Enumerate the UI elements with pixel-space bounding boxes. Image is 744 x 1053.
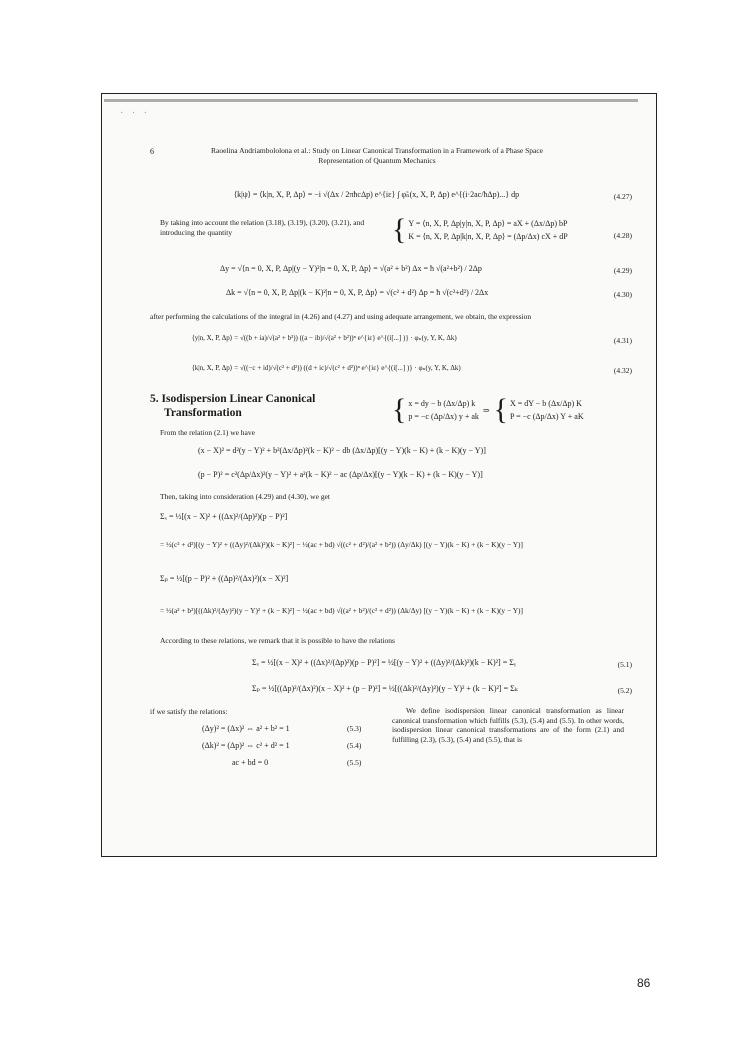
equation-4-28-rows	[408, 217, 567, 243]
scanned-page-frame	[101, 93, 657, 857]
paragraph-2: after performing the calculations of the integral in (4.26) and (4.27) and using adequate arrangement, we obtain, the expression	[150, 312, 532, 321]
equation-number-4-27: (4.27)	[613, 192, 632, 201]
equation-x-minus-X: (x − X)² = d²(y − Y)² + b²(Δx/Δp)²(k − K)² − db (Δx/Δp)[(y − Y)(k − K) + (k − K)(y − Y)]	[198, 446, 486, 455]
scan-specks: · · ·	[120, 108, 150, 119]
equation-4-28-line-2: K = ⟨n, X, P, Δp|k|n, X, P, Δp⟩ = (Δp/Δx) cX + dP	[408, 232, 568, 241]
equation-4-28-line-1: Y = ⟨n, X, P, Δp|y|n, X, P, Δp⟩ = aX + (Δx/Δp) bP	[408, 219, 568, 228]
brace: {	[392, 213, 407, 246]
equation-5-4: (Δk)² = (Δp)² ⇔ c² + d² = 1	[202, 741, 290, 750]
page-number: 86	[637, 976, 651, 990]
brace-right: {	[493, 393, 508, 426]
transformation-system	[392, 395, 584, 425]
equation-5-2: Σₚ = ½[((Δp)²/(Δx)²)(x − X)² + (p − P)²] = ½[((Δk)²/(Δy)²)(y − Y)² + (k − K)²] = Σₖ	[252, 684, 518, 693]
system-right-line-2: P = −c (Δp/Δx) Y + aK	[510, 412, 584, 421]
paragraph-1: By taking into account the relation (3.18), (3.19), (3.20), (3.21), and introducing the quantity	[160, 218, 365, 237]
section-title-line-1: 5. Isodispersion Linear Canonical	[150, 393, 316, 405]
equation-4-32: ⟨k|n, X, P, Δp⟩ = √((−c + id)/√(c² + d²)) ((d + ic)/√(c² + d²))ⁿ e^{iε} e^{(i[...] )} · φₙ(y, Y, K, Δk)	[192, 364, 461, 372]
equation-sigma-p: Σₚ = ½[(p − P)² + ((Δp)²/(Δx)²)(x − X)²]	[160, 574, 289, 583]
paragraph-5: According to these relations, we remark that it is possible to have the relations	[160, 636, 395, 645]
system-left-line-2: p = −c (Δp/Δx) y + ak	[408, 412, 479, 421]
equation-4-30: Δk = √⟨n = 0, X, P, Δp|(k − K)²|n = 0, X, P, Δp⟩ = √(c² + d²) Δp = ħ √(c²+d²) / 2Δx	[226, 288, 489, 297]
transformation-system-right	[510, 397, 584, 423]
equation-sigma-x: Σₓ = ½[(x − X)² + ((Δx)²/(Δp)²)(p − P)²]	[160, 512, 288, 521]
equation-4-31: ⟨y|n, X, P, Δp⟩ = √((b + ia)/√(a² + b²)) ((a − ib)/√(a² + b²))ⁿ e^{iε} e^{(i[...] )} · φₙ(y, Y, K, Δk)	[192, 334, 457, 342]
equation-4-27: ⟨k|ψ⟩ = ⟨k|n, X, P, Δp⟩ = −i √(Δx / 2πħcΔp) e^{iε} ∫ φ̃ₙ(x, X, P, Δp) e^{(i·2ac/ħΔp)...} dp	[234, 190, 520, 199]
paragraph-4: Then, taking into consideration (4.29) and (4.30), we get	[160, 492, 330, 501]
equation-number-5-4: (5.4)	[347, 741, 362, 750]
equation-sigma-p-expanded: = ½(a² + b²)[((Δk)²/(Δy)²)(y − Y)² + (k − K)²] − ½(ac + bd) √((a² + b²)/(c² + d²)) (Δk/Δy) [(y − Y)(k − K) + (k − K)(y − Y)]	[160, 606, 523, 615]
equation-4-28	[392, 215, 568, 245]
equation-number-4-30: (4.30)	[613, 290, 632, 299]
equation-number-5-5: (5.5)	[347, 758, 362, 767]
equation-5-3: (Δy)² = (Δx)² ⇔ a² + b² = 1	[202, 724, 290, 733]
equation-sigma-x-expanded: = ½(c² + d²)[(y − Y)² + ((Δy)²/(Δk)²)(k − K)²] − ½(ac + bd) √((c² + d²)/(a² + b²)) (Δy/Δk) [(y − Y)(k − K) + (k − K)(y − Y)]	[160, 540, 523, 549]
transformation-system-left	[408, 397, 478, 423]
equation-number-4-29: (4.29)	[613, 266, 632, 275]
equation-number-4-31: (4.31)	[613, 336, 632, 345]
section-title-line-2: Transformation	[164, 407, 242, 419]
system-left-line-1: x = dy − b (Δx/Δp) k	[408, 399, 476, 408]
paragraph-7: We define isodispersion linear canonical transformation as linear canonical transformation which fulfills (5.3), (5.4) and (5.5). In other words, isodispersion linear canonical transformations are of the form (2.1) and fulfilling (2.3), (5.3), (5.4) and (5.5), that is	[392, 706, 624, 744]
brace-left: {	[392, 393, 407, 426]
section-heading	[150, 392, 315, 420]
system-right-line-1: X = dY − b (Δx/Δp) K	[510, 399, 582, 408]
equation-p-minus-P: (p − P)² = c²(Δp/Δx)²(y − Y)² + a²(k − K)² − ac (Δp/Δx)[(y − Y)(k − K) + (k − K)(y − Y)]	[198, 470, 483, 479]
implies-arrow: ⇒	[482, 405, 490, 415]
equation-5-5: ac + bd = 0	[232, 758, 269, 767]
equation-number-4-32: (4.32)	[613, 366, 632, 375]
paragraph-6: if we satisfy the relations:	[150, 707, 228, 716]
header-page-number: 6	[150, 147, 154, 156]
equation-number-5-1: (5.1)	[617, 660, 632, 669]
equation-5-1: Σₓ = ½[(x − X)² + ((Δx)²/(Δp)²)(p − P)²] = ½[(y − Y)² + ((Δy)²/(Δk)²)(k − K)²] = Σᵧ	[252, 658, 516, 667]
scanned-page	[102, 94, 656, 856]
equation-number-4-28: (4.28)	[613, 231, 632, 240]
running-header: Raoelina Andriambololona et al.: Study on Linear Canonical Transformation in a Framework of a Phase Space Representation of Quantum Mechanics	[210, 146, 543, 165]
paragraph-3: From the relation (2.1) we have	[160, 428, 255, 437]
equation-4-29: Δy = √⟨n = 0, X, P, Δp|(y − Y)²|n = 0, X, P, Δp⟩ = √(a² + b²) Δx = ħ √(a²+b²) / 2Δp	[220, 264, 482, 273]
equation-number-5-3: (5.3)	[347, 724, 362, 733]
equation-number-5-2: (5.2)	[617, 686, 632, 695]
scan-top-edge	[104, 99, 638, 102]
